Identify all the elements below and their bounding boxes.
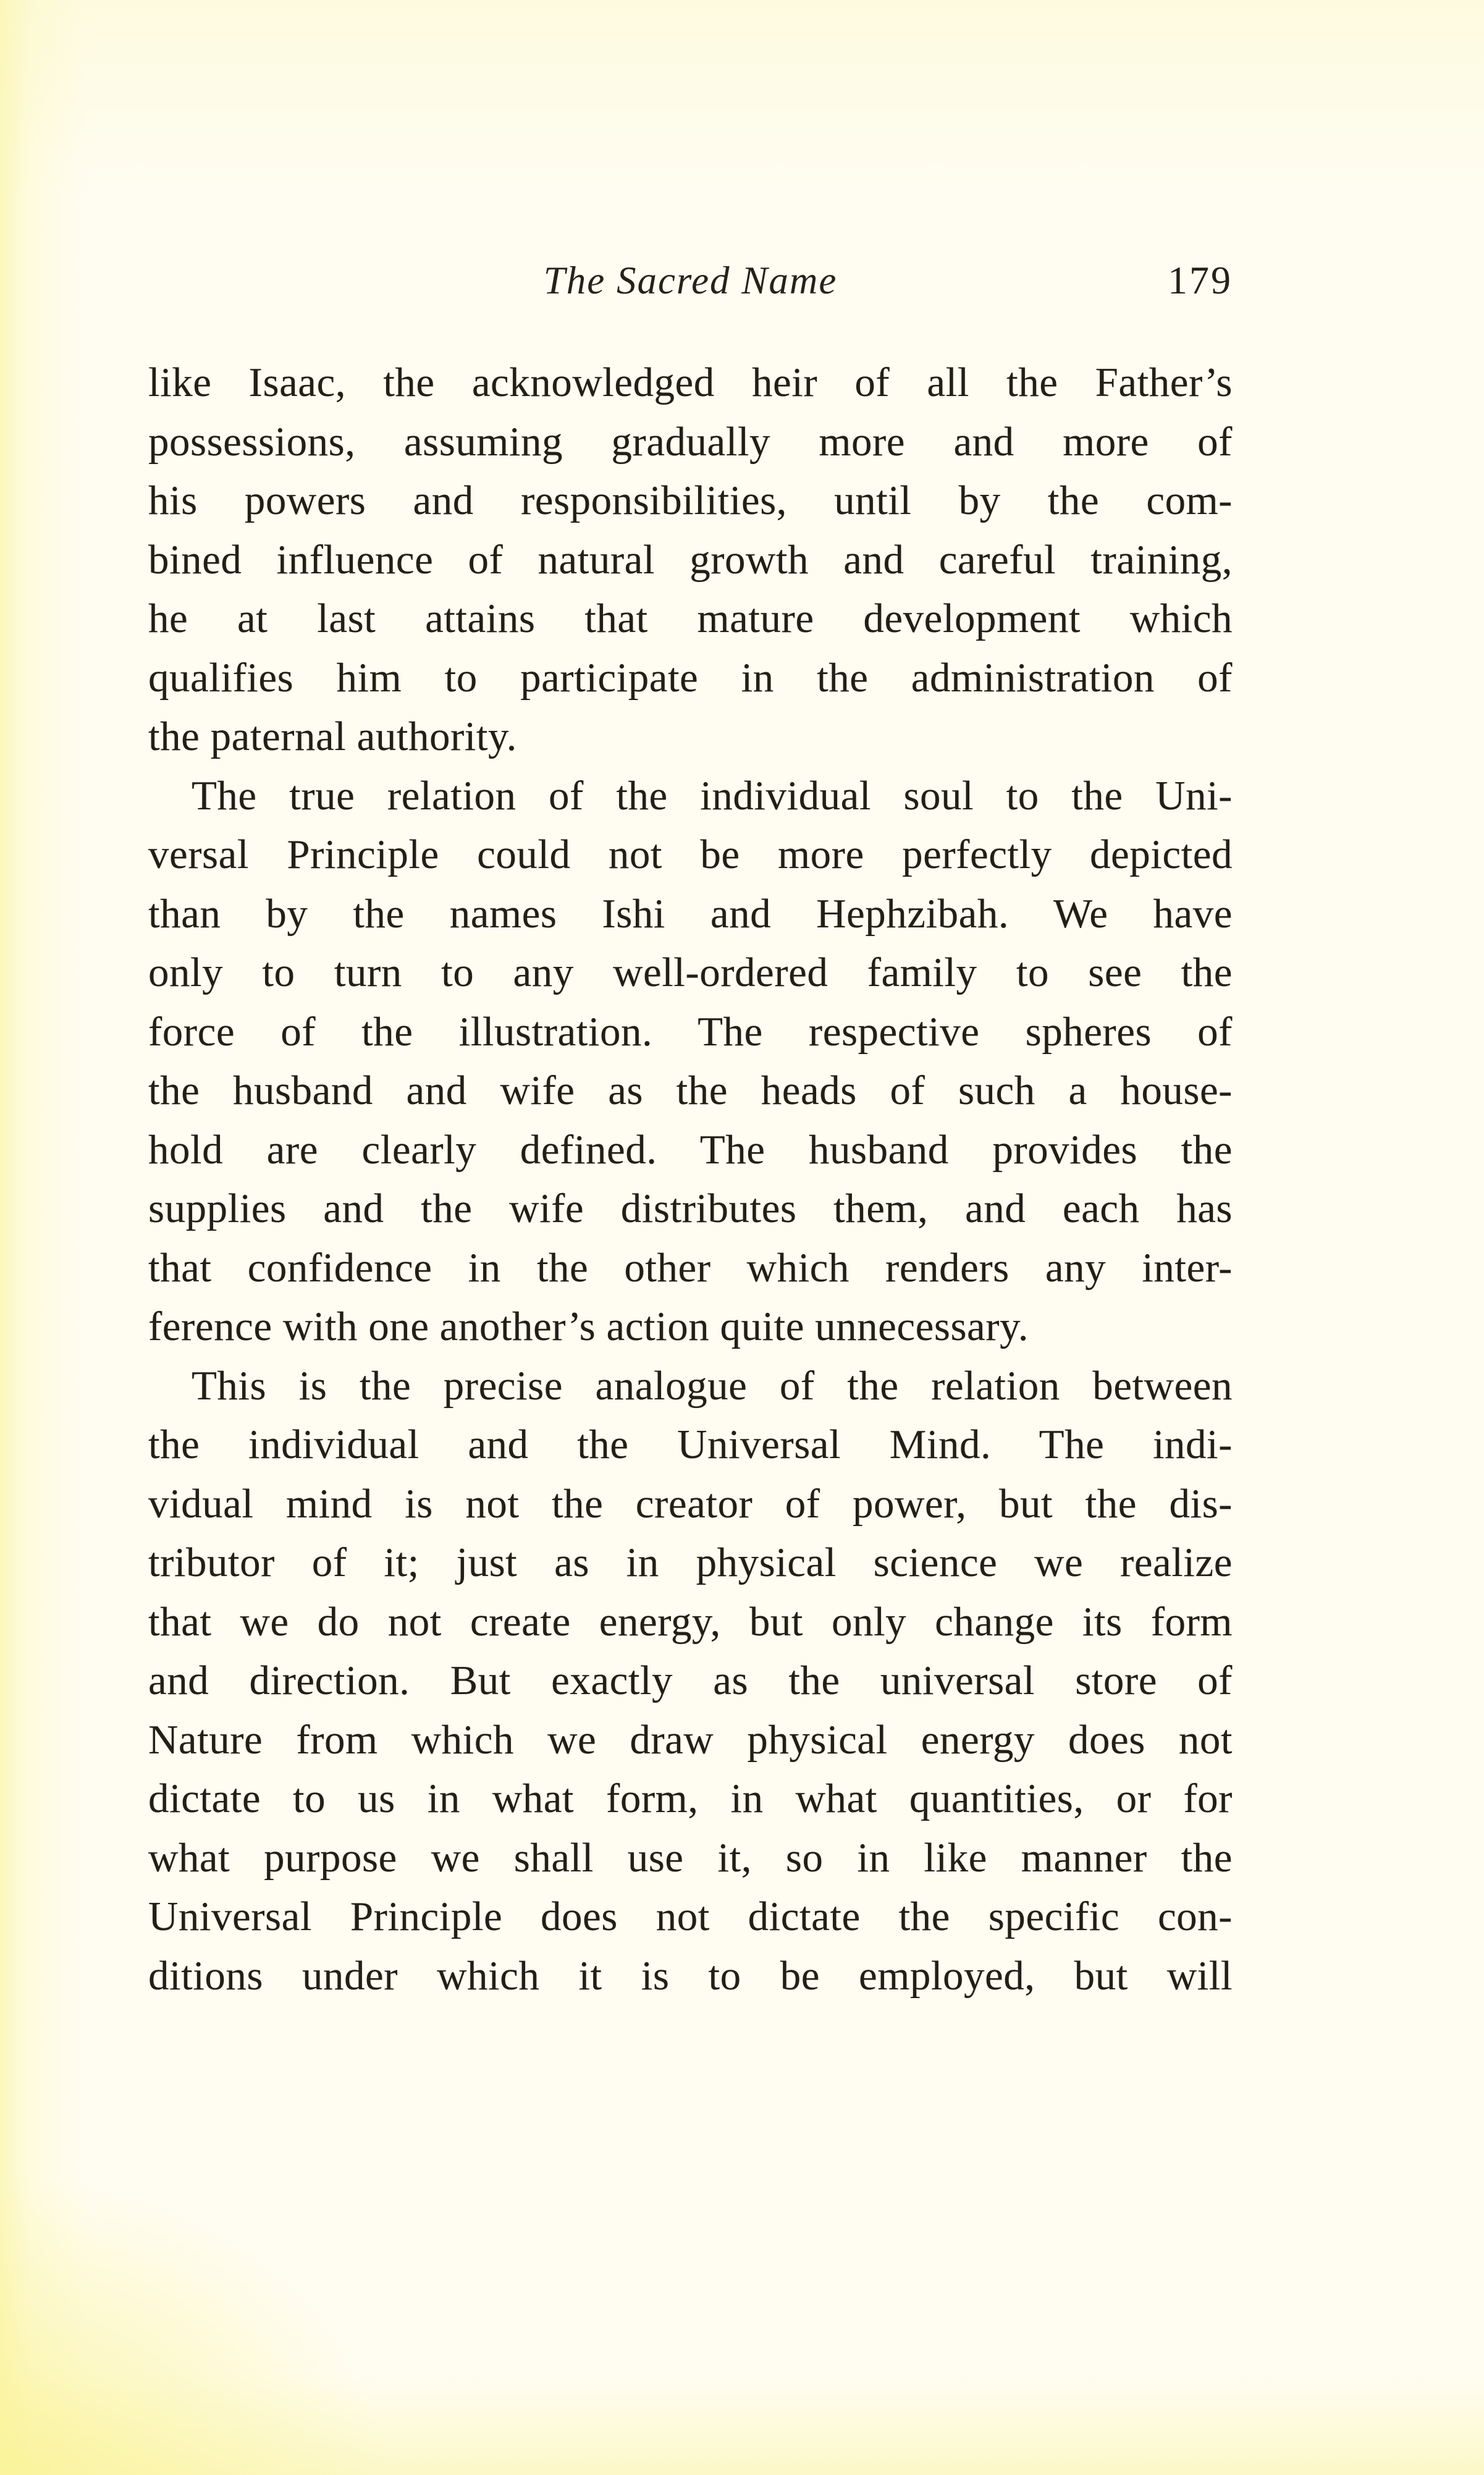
text-line: the paternal authority. <box>148 714 517 759</box>
text-line: possessions, assuming gradually more and more of <box>148 418 1233 465</box>
text-line: the husband and wife as the heads of such a house- <box>148 1068 1233 1113</box>
text-line: supplies and the wife distributes them, and each has <box>148 1186 1233 1231</box>
text-line: dictate to us in what form, in what quantities, or for <box>148 1776 1233 1821</box>
text-line: hold are clearly defined. The husband provides the <box>148 1126 1233 1173</box>
text-line: versal Principle could not be more perfectly depicted <box>148 832 1233 877</box>
text-line: force of the illustration. The respective spheres of <box>148 1008 1233 1055</box>
text-line: that we do not create energy, but only change its form <box>148 1598 1233 1645</box>
page-content <box>148 258 1233 2005</box>
text-line: Nature from which we draw physical energy does not <box>148 1716 1233 1763</box>
text-line: bined influence of natural growth and careful training, <box>148 536 1233 583</box>
text-line: and direction. But exactly as the universal store of <box>148 1658 1233 1703</box>
text-line: ditions under which it is to be employed, but will <box>148 1952 1233 1999</box>
page-title: The Sacred Name <box>543 259 838 302</box>
text-line: vidual mind is not the creator of power, but the dis- <box>148 1480 1233 1527</box>
text-line: ference with one another’s action quite unnecessary. <box>148 1304 1029 1349</box>
text-line: the individual and the Universal Mind. The indi- <box>148 1422 1233 1467</box>
text-line: like Isaac, the acknowledged heir of all the Father’s <box>148 360 1233 405</box>
paragraph <box>148 1357 1233 2006</box>
text-line: that confidence in the other which renders any inter- <box>148 1244 1233 1291</box>
page-body <box>148 353 1233 2005</box>
running-head <box>148 258 1233 303</box>
page-number: 179 <box>1168 258 1233 302</box>
text-line: qualifies him to participate in the administration of <box>148 654 1233 701</box>
text-line: only to turn to any well-ordered family to see the <box>148 950 1233 995</box>
text-line: The true relation of the individual soul to the Uni- <box>192 772 1233 819</box>
paragraph <box>148 353 1233 767</box>
text-line: than by the names Ishi and Hephzibah. We have <box>148 890 1233 937</box>
text-line: he at last attains that mature development which <box>148 596 1233 641</box>
text-line: This is the precise analogue of the relation between <box>192 1362 1233 1409</box>
paragraph <box>148 767 1233 1357</box>
text-line: what purpose we shall use it, so in like manner the <box>148 1834 1233 1881</box>
text-line: tributor of it; just as in physical science we realize <box>148 1540 1233 1585</box>
text-line: his powers and responsibilities, until by the com- <box>148 478 1233 523</box>
text-line: Universal Principle does not dictate the specific con- <box>148 1894 1233 1939</box>
